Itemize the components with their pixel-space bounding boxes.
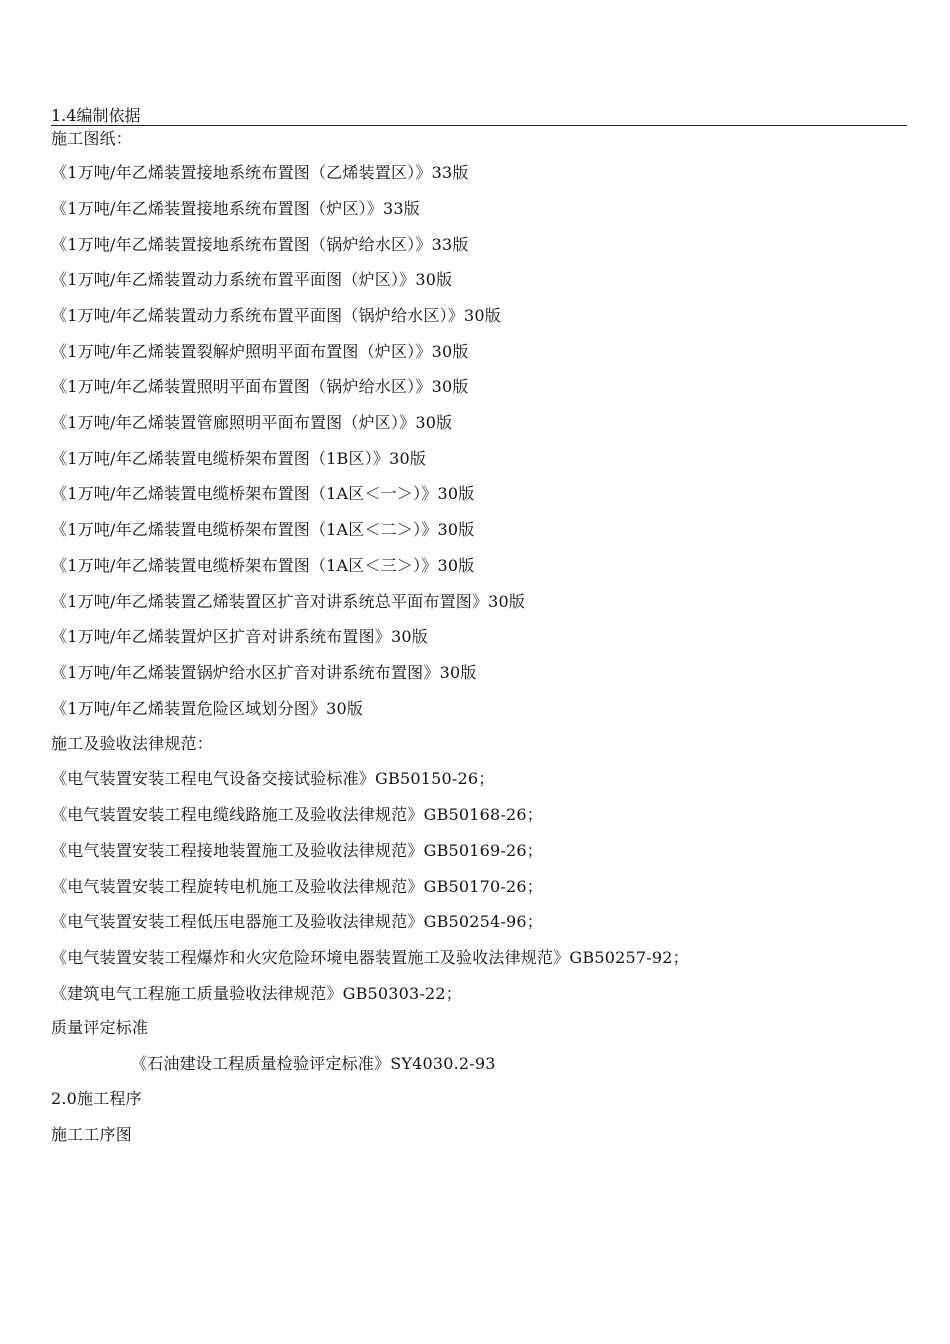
drawing-item: 《1万吨/年乙烯装置乙烯装置区扩音对讲系统总平面布置图》30版 bbox=[51, 592, 526, 611]
drawing-item: 《1万吨/年乙烯装置管廊照明平面布置图（炉区）》30版 bbox=[51, 413, 453, 432]
standard-item: 《电气装置安装工程旋转电机施工及验收法律规范》GB50170-26； bbox=[51, 877, 544, 896]
drawing-item: 《1万吨/年乙烯装置接地系统布置图（炉区）》33版 bbox=[51, 199, 420, 218]
drawing-item: 《1万吨/年乙烯装置接地系统布置图（锅炉给水区）》33版 bbox=[51, 235, 469, 254]
drawing-item: 《1万吨/年乙烯装置电缆桥架布置图（1B区）》30版 bbox=[51, 449, 427, 468]
drawings-label: 施工图纸： bbox=[51, 129, 133, 148]
drawing-item: 《1万吨/年乙烯装置动力系统布置平面图（炉区）》30版 bbox=[51, 270, 453, 289]
quality-standard-item: 《石油建设工程质量检验评定标准》SY4030.2-93 bbox=[131, 1054, 496, 1073]
standards-label: 施工及验收法律规范： bbox=[51, 734, 214, 753]
drawing-item: 《1万吨/年乙烯装置动力系统布置平面图（锅炉给水区）》30版 bbox=[51, 306, 501, 325]
standard-item: 《电气装置安装工程爆炸和火灾危险环境电器装置施工及验收法律规范》GB50257-92； bbox=[51, 948, 689, 967]
standard-item: 《电气装置安装工程电缆线路施工及验收法律规范》GB50168-26； bbox=[51, 805, 544, 824]
drawing-item: 《1万吨/年乙烯装置照明平面布置图（锅炉给水区）》30版 bbox=[51, 377, 469, 396]
quality-label: 质量评定标准 bbox=[51, 1018, 149, 1037]
standard-item: 《电气装置安装工程低压电器施工及验收法律规范》GB50254-96； bbox=[51, 912, 544, 931]
standard-item: 《建筑电气工程施工质量验收法律规范》GB50303-22； bbox=[51, 984, 463, 1003]
drawing-item: 《1万吨/年乙烯装置电缆桥架布置图（1A区＜一＞）》30版 bbox=[51, 484, 475, 503]
standard-item: 《电气装置安装工程接地装置施工及验收法律规范》GB50169-26； bbox=[51, 841, 544, 860]
section-heading: 1.4编制依据 bbox=[51, 106, 141, 125]
drawing-item: 《1万吨/年乙烯装置电缆桥架布置图（1A区＜二＞）》30版 bbox=[51, 520, 475, 539]
standard-item: 《电气装置安装工程电气设备交接试验标准》GB50150-26； bbox=[51, 769, 495, 788]
drawing-item: 《1万吨/年乙烯装置锅炉给水区扩音对讲系统布置图》30版 bbox=[51, 663, 477, 682]
section-2-heading: 2.0施工程序 bbox=[51, 1089, 142, 1108]
heading-underline bbox=[51, 125, 907, 126]
drawing-item: 《1万吨/年乙烯装置电缆桥架布置图（1A区＜三＞）》30版 bbox=[51, 556, 475, 575]
drawing-item: 《1万吨/年乙烯装置裂解炉照明平面布置图（炉区）》30版 bbox=[51, 342, 469, 361]
drawing-item: 《1万吨/年乙烯装置接地系统布置图（乙烯装置区）》33版 bbox=[51, 163, 469, 182]
drawing-item: 《1万吨/年乙烯装置危险区域划分图》30版 bbox=[51, 699, 364, 718]
procedure-label: 施工工序图 bbox=[51, 1125, 133, 1144]
drawing-item: 《1万吨/年乙烯装置炉区扩音对讲系统布置图》30版 bbox=[51, 627, 428, 646]
